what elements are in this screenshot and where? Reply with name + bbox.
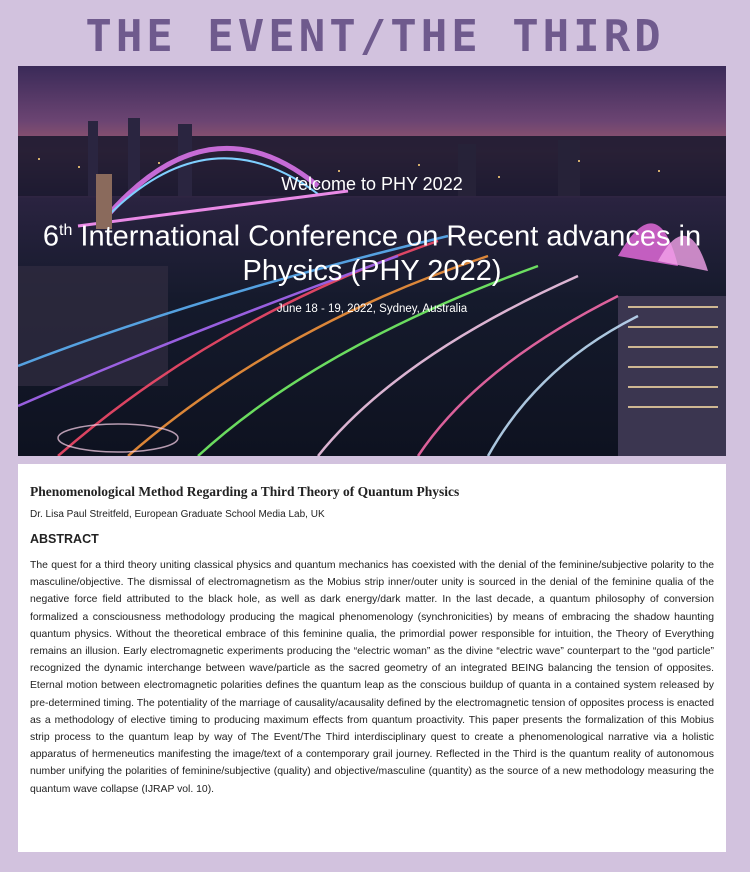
ordinal-suffix: th xyxy=(59,222,73,239)
paper-card xyxy=(18,464,726,852)
welcome-text: Welcome to PHY 2022 xyxy=(281,174,463,194)
conference-banner xyxy=(18,66,726,456)
ordinal-number: 6 xyxy=(42,220,60,253)
conference-title-rest: International Conference on Recent advances in Physics (PHY 2022) xyxy=(72,220,702,287)
author-line: Dr. Lisa Paul Streitfeld, European Graduate School Media Lab, UK xyxy=(30,509,325,520)
date-location: June 18 - 19, 2022, Sydney, Australia xyxy=(276,303,468,315)
paper-title: Phenomenological Method Regarding a Third Theory of Quantum Physics xyxy=(30,484,460,499)
abstract-text: The quest for a third theory uniting classical physics and quantum mechanics has coexisted with the denial of the feminine/subjective polarity to the masculine/objective. The dismissal of electromagnetism as the Mobius strip inner/outer unity is sourced in the denial of the feminine qualia of the negative force field attributed to the black hole, as well as dark energy/dark matter. In the last decade, a quantum philosophy of conversion formalized a consciousness methodology producing the magical phenomenology (synchronicities) by means of embracing the shadow haunting quantum physics. Without the theoretical embrace of this feminine qualia, the primordial power responsible for intuition, the Theory of Everything remains an illusion. Early electromagnetic experiments producing the “electric woman” as the divine “electric wave” counterpart to the “god particle” recognized the dynamic interchange between wave/particle as the sacred geometry of an integrated BEING balancing the tension of opposites. Eternal motion between electromagnetic polarities defines the quantum leap as the conscious buildup of quanta in a contained system released by pre-determined timing. The potentiality of the marriage of causality/acausality defined by the electromagnetic tension of opposites process is enacted as a methodology of elective timing to producing maximum effects from quantum proactivity. This paper presents the formalization of this Mobius strip process to the quantum leap by way of The Event/The Third interdisciplinary quest to create a phenomenological narrative via a holistic apparatus of hermeneutics manifesting the image/text of a contemporary grail journey. Reflected in the Third is the quantum reality of autonomous number unifying the polarities of feminine/subjective (quality) and objective/masculine (quantity) as the source of a new methodology measuring the quantum wave collapse (IJRAP vol. 10). xyxy=(30,560,714,795)
page-title: THE EVENT/THE THIRD xyxy=(85,11,665,62)
conference-title xyxy=(18,214,726,288)
abstract-heading: ABSTRACT xyxy=(30,532,99,546)
